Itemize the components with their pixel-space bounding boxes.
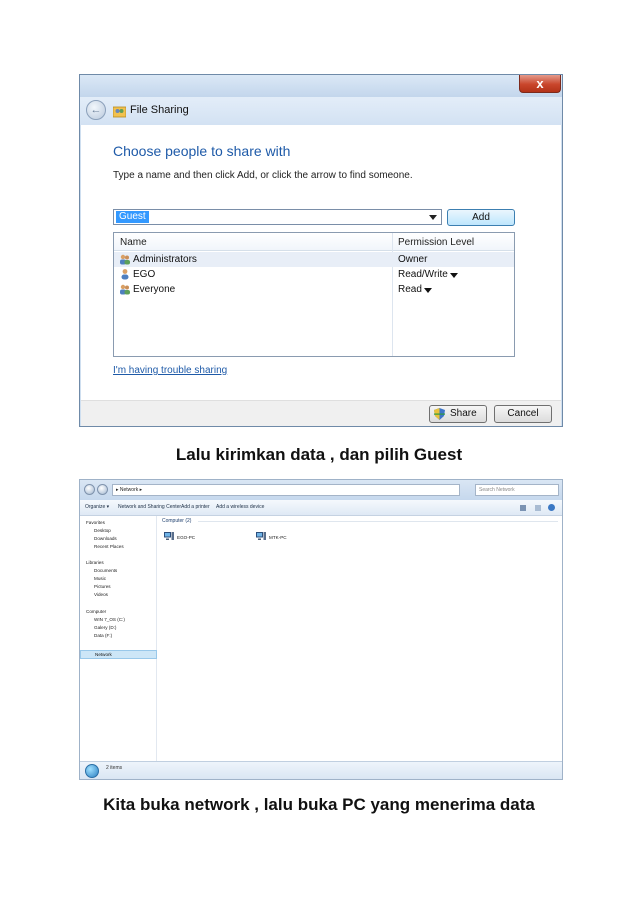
command-toolbar [80, 500, 562, 516]
column-header-name[interactable]: Name [120, 237, 147, 248]
nav-drive-f[interactable]: Data (F:) [94, 633, 113, 638]
share-button[interactable] [429, 405, 487, 423]
title-bar [80, 75, 562, 97]
users-group-icon [119, 253, 131, 265]
navigation-bar [80, 97, 562, 125]
view-options-icon[interactable] [520, 505, 526, 511]
nav-downloads[interactable]: Downloads [94, 536, 117, 541]
file-sharing-window [79, 74, 563, 427]
window-title: File Sharing [130, 104, 189, 116]
file-sharing-icon [113, 105, 126, 118]
preview-pane-icon[interactable] [535, 505, 541, 511]
dialog-heading: Choose people to share with [113, 143, 291, 159]
nav-music[interactable]: Music [94, 576, 106, 581]
nav-libraries[interactable]: Libraries [86, 560, 104, 565]
user-icon [119, 268, 131, 280]
row-name: EGO [133, 269, 156, 280]
instruction-text: Type a name and then click Add, or click the arrow to find someone. [113, 170, 413, 181]
nav-computer[interactable]: Computer [86, 609, 107, 614]
nav-documents[interactable]: Documents [94, 568, 118, 573]
uac-shield-icon [434, 408, 445, 420]
computer-icon[interactable] [164, 532, 174, 541]
permission-dropdown-icon[interactable] [424, 288, 432, 293]
add-printer-button[interactable]: Add a printer [181, 504, 210, 510]
dialog-body [81, 125, 561, 400]
group-divider [198, 521, 558, 522]
row-name: Administrators [133, 254, 197, 265]
help-icon[interactable] [548, 504, 555, 511]
address-bar [80, 480, 562, 500]
back-button[interactable]: ← [86, 100, 106, 120]
organize-button[interactable]: Organize ▾ [85, 504, 110, 510]
column-header-permission[interactable]: Permission Level [398, 237, 475, 248]
search-input[interactable]: Search Network [475, 484, 559, 496]
add-wireless-device-button[interactable]: Add a wireless device [216, 504, 265, 510]
list-header [114, 233, 514, 251]
back-icon[interactable] [84, 484, 95, 495]
name-combobox[interactable] [113, 209, 442, 225]
navigation-pane [80, 516, 157, 761]
row-permission[interactable]: Read [398, 284, 422, 295]
network-explorer-window [79, 479, 563, 780]
caption-guest: Lalu kirimkan data , dan pilih Guest [175, 445, 463, 464]
list-row-administrators[interactable] [114, 252, 514, 267]
caption-network: Kita buka network , lalu buka PC yang menerima data [103, 795, 535, 814]
group-header-computer[interactable]: Computer (2) [162, 518, 192, 524]
nav-network-selected[interactable] [80, 650, 157, 659]
cancel-button[interactable]: Cancel [494, 405, 552, 423]
nav-pictures[interactable]: Pictures [94, 584, 111, 589]
nav-favorites[interactable]: Favorites [86, 520, 105, 525]
forward-icon[interactable] [97, 484, 108, 495]
dialog-footer [81, 400, 561, 426]
dropdown-arrow-icon[interactable] [429, 215, 437, 220]
row-name: Everyone [133, 284, 176, 295]
nav-recent-places[interactable]: Recent Places [94, 544, 124, 549]
permission-list [113, 232, 515, 357]
row-permission: Owner [398, 254, 428, 265]
list-row-everyone[interactable] [114, 282, 514, 297]
network-globe-icon [85, 764, 99, 778]
nav-desktop[interactable]: Desktop [94, 528, 111, 533]
row-permission[interactable]: Read/Write [398, 269, 448, 280]
nav-network-label: Network [95, 652, 112, 657]
computer-label-mtk[interactable]: MTK-PC [269, 535, 287, 540]
list-row-ego[interactable] [114, 267, 514, 282]
nav-drive-d[interactable]: Galery (D:) [94, 625, 117, 630]
item-count: 2 items [106, 765, 123, 771]
permission-dropdown-icon[interactable] [450, 273, 458, 278]
nav-drive-c[interactable]: WIN 7_OS (C:) [94, 617, 125, 622]
share-label: Share [450, 408, 477, 419]
nav-videos[interactable]: Videos [94, 592, 108, 597]
users-group-icon [119, 283, 131, 295]
close-button[interactable]: x [519, 75, 561, 93]
address-path[interactable]: ▸ Network ▸ [112, 484, 460, 496]
trouble-sharing-link[interactable]: I'm having trouble sharing [113, 365, 228, 376]
add-button[interactable]: Add [447, 209, 515, 226]
name-input-value[interactable]: Guest [116, 211, 149, 223]
details-pane [80, 761, 562, 779]
network-sharing-center-button[interactable]: Network and Sharing Center [118, 504, 182, 510]
computer-label-ego[interactable]: EGO-PC [177, 535, 196, 540]
computer-icon[interactable] [256, 532, 266, 541]
